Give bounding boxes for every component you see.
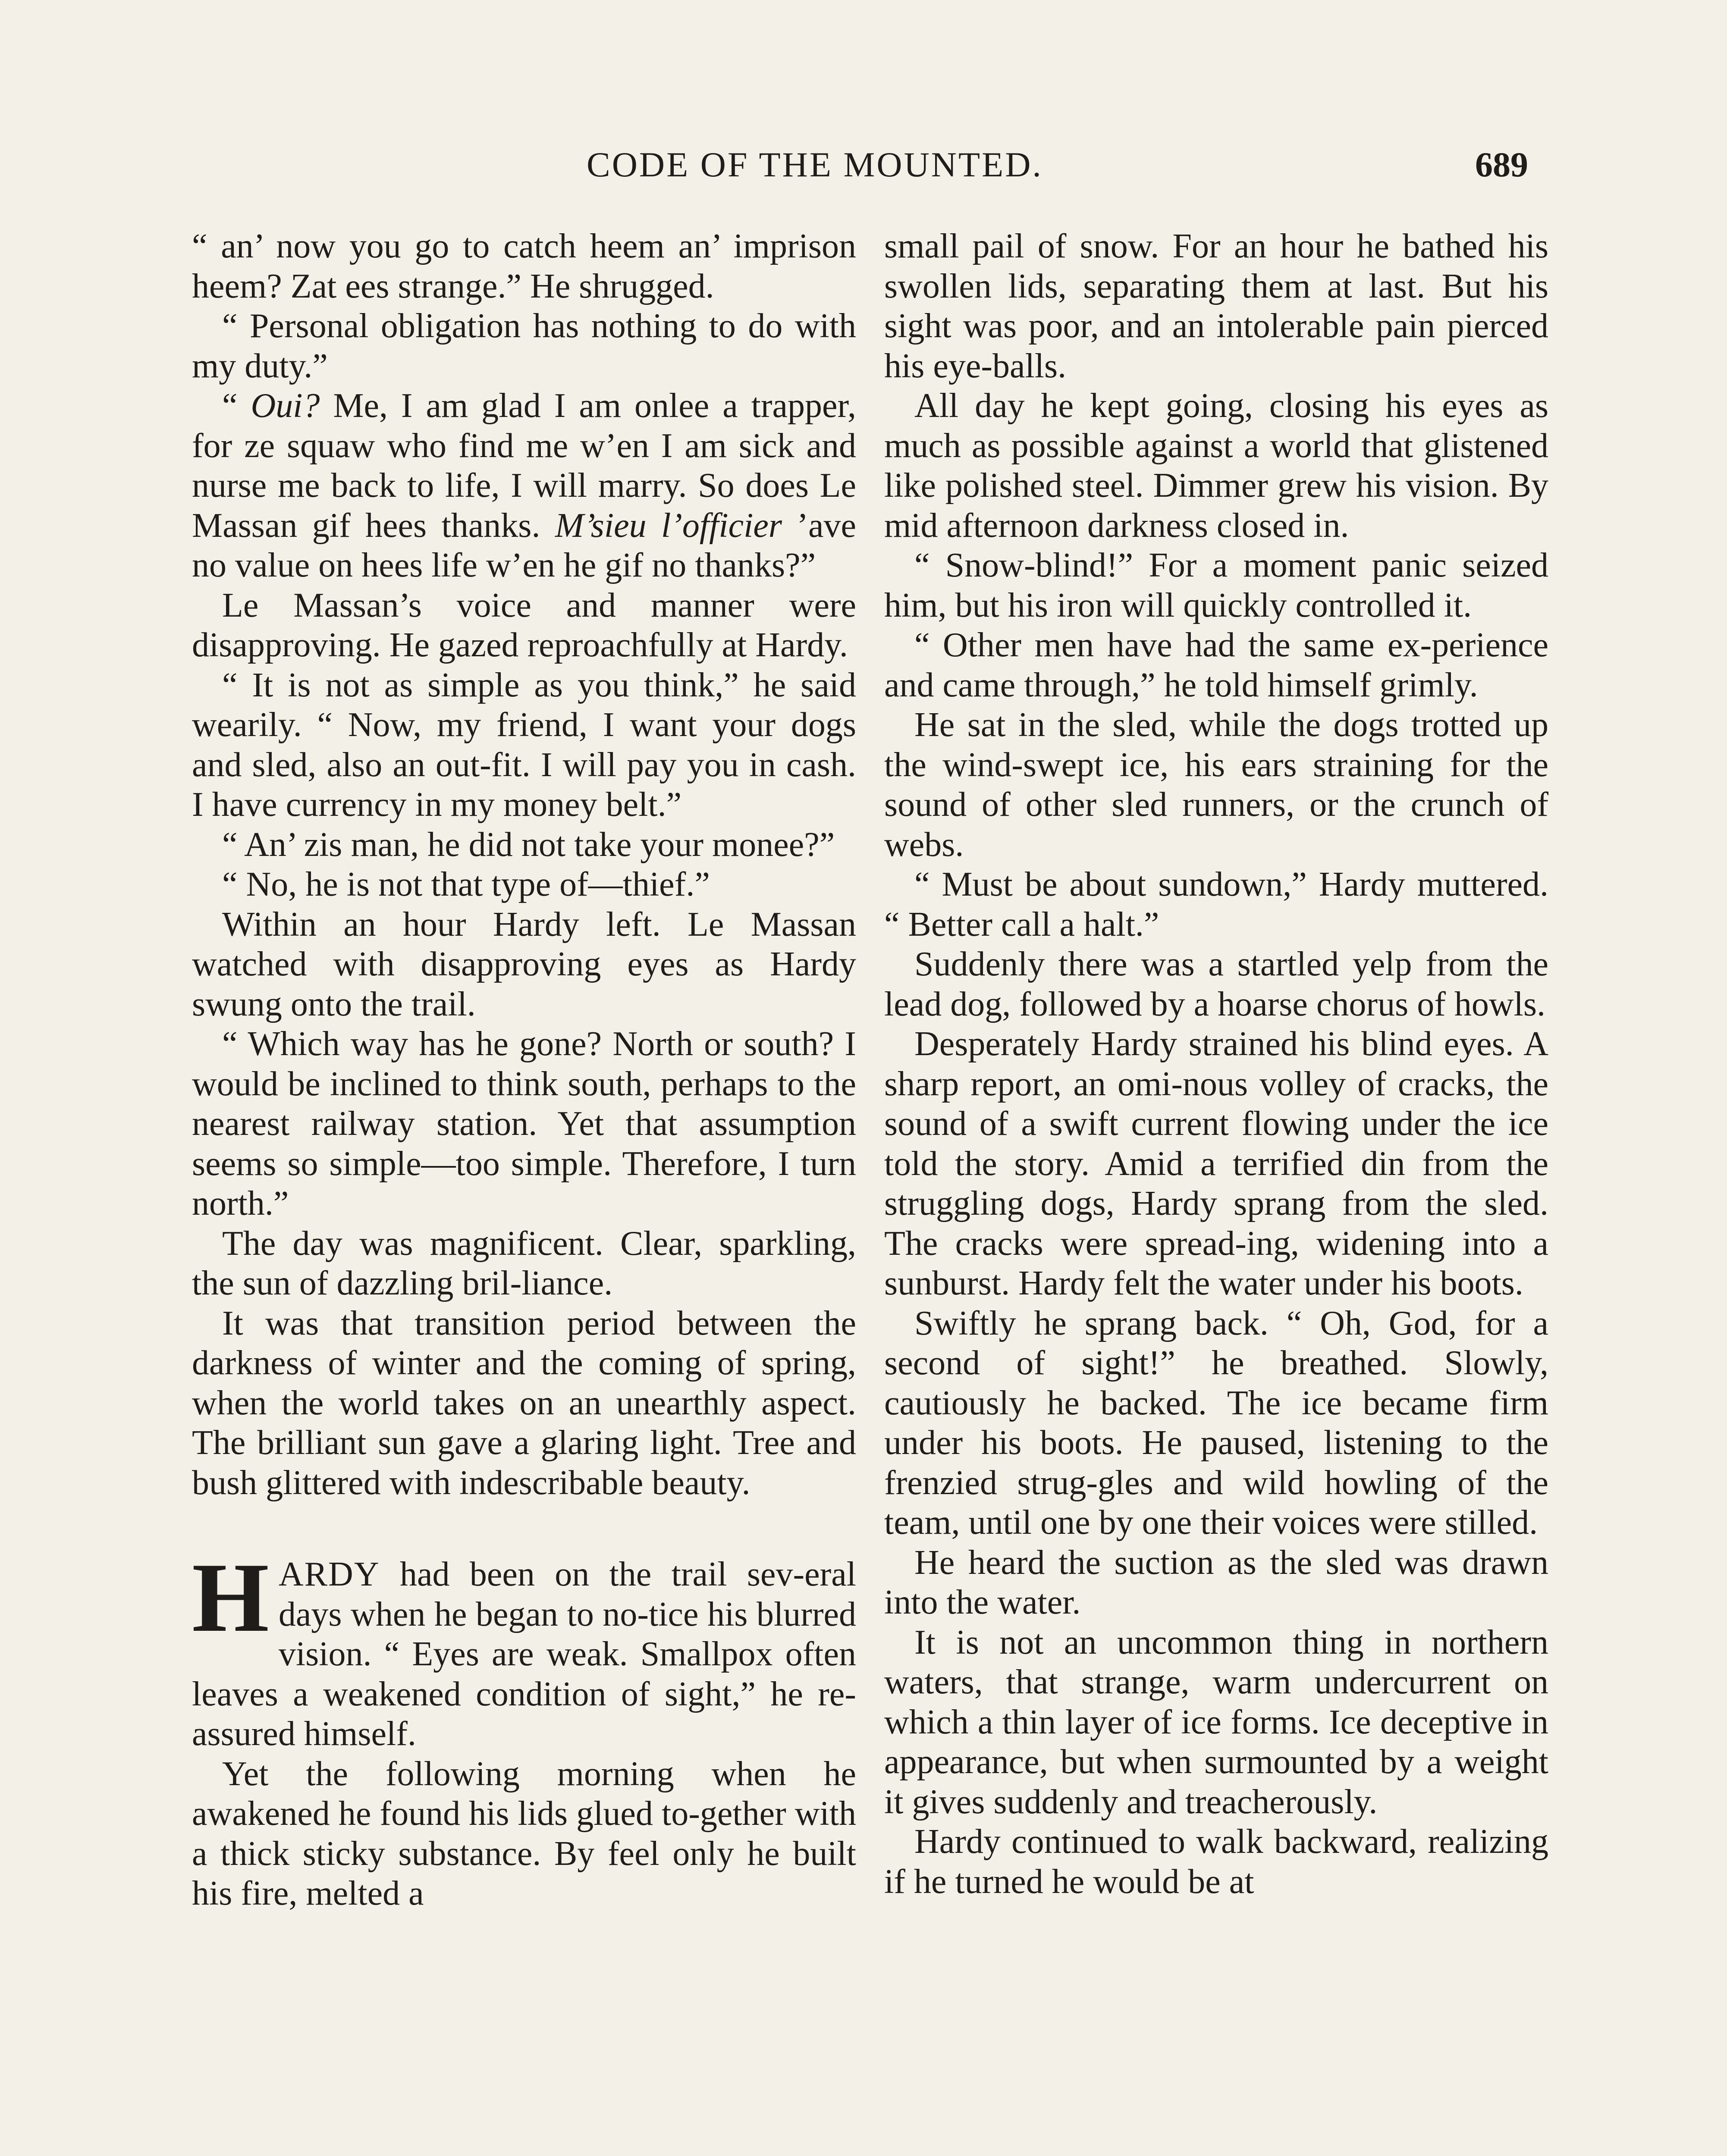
text-run: ’ave no value on hees life w’en he gif no thanks?”	[192, 506, 857, 584]
paragraph: Hardy continued to walk backward, realizing if he turned he would be at	[884, 1823, 1548, 1901]
section-opening-paragraph	[192, 1542, 856, 1754]
italic-phrase: M’sieu l’officier	[555, 506, 782, 545]
paragraph: Swiftly he sprang back. “ Oh, God, for a second of sight!” he breathed. Slowly, cautiously he backed. The ice became firm under his boots. He paused, listening to the frenzied strug-gles and wild howling of the team, until one by one their voices were stilled.	[884, 1304, 1548, 1542]
text-run: “	[222, 387, 251, 425]
paragraph: “ an’ now you go to catch heem an’ imprison heem? Zat ees strange.” He shrugged.	[192, 227, 856, 305]
paragraph: It was that transition period between the darkness of winter and the coming of spring, when the world takes on an unearthly aspect. The brilliant sun gave a glaring light. Tree and bush glittered with indescribable beauty.	[192, 1304, 856, 1502]
paragraph: Desperately Hardy strained his blind eyes. A sharp report, an omi-nous volley of cracks, the sound of a swift current flowing under the ice told the story. Amid a terrified din from the struggling dogs, Hardy sprang from the sled. The cracks were spread-ing, widening into a sunburst. Hardy felt the water under his boots.	[884, 1025, 1548, 1302]
paragraph: small pail of snow. For an hour he bathed his swollen lids, separating them at last. But his sight was poor, and an intolerable pain pierced his eye-balls.	[884, 227, 1548, 385]
paragraph: Suddenly there was a startled yelp from the lead dog, followed by a hoarse chorus of howls.	[884, 945, 1548, 1023]
running-title: CODE OF THE MOUNTED.	[587, 145, 1043, 184]
paragraph: Within an hour Hardy left. Le Massan watched with disapproving eyes as Hardy swung onto the trail.	[192, 905, 856, 1023]
paragraph: “ It is not as simple as you think,” he said wearily. “ Now, my friend, I want your dogs and sled, also an out-fit. I will pay you in cash. I have currency in my money belt.”	[192, 666, 856, 824]
text-run: Me, I am glad I am onlee a trapper, for ze squaw who find me w’en I am sick and nurse me back to life, I will marry. So does Le Massan gif hees thanks.	[192, 387, 856, 545]
paragraph: He heard the suction as the sled was drawn into the water.	[884, 1543, 1548, 1621]
right-column	[884, 226, 1548, 1902]
paragraph: The day was magnificent. Clear, sparkling, the sun of dazzling bril-liance.	[192, 1224, 856, 1302]
paragraph: Yet the following morning when he awakened he found his lids glued to-gether with a thick sticky substance. By feel only he built his fire, melted a	[192, 1755, 856, 1912]
paragraph: It is not an uncommon thing in northern waters, that strange, warm undercurrent on which a thin layer of ice forms. Ice deceptive in appearance, but when surmounted by a weight it gives suddenly and treacherously.	[884, 1623, 1548, 1821]
italic-phrase: Oui?	[251, 387, 320, 425]
page-number: 689	[1475, 145, 1528, 184]
paragraph: “ No, he is not that type of—thief.”	[222, 865, 710, 903]
text-run: had been on the trail sev-eral days when he began to no-tice his blurred vision. “ Eyes are weak. Smallpox often leaves a weakened condition of sight,” he re-assured himself.	[192, 1555, 856, 1753]
paragraph	[192, 386, 856, 586]
paragraph: All day he kept going, closing his eyes as much as possible against a world that glistened like polished steel. Dimmer grew his vision. By mid afternoon darkness closed in.	[884, 387, 1548, 545]
paragraph: He sat in the sled, while the dogs trotted up the wind-swept ice, his ears straining for the sound of other sled runners, or the crunch of webs.	[884, 706, 1548, 864]
paragraph: “ Must be about sundown,” Hardy muttered. “ Better call a halt.”	[884, 865, 1548, 943]
paragraph: Le Massan’s voice and manner were disapproving. He gazed reproachfully at Hardy.	[192, 586, 856, 664]
left-column	[192, 226, 856, 1914]
drop-cap: H	[192, 1542, 269, 1652]
paragraph: “ An’ zis man, he did not take your monee?”	[222, 825, 835, 864]
paragraph: “ Personal obligation has nothing to do with my duty.”	[192, 307, 856, 385]
lead-word: ARDY	[278, 1555, 380, 1593]
paragraph: “ Snow-blind!” For a moment panic seized him, but his iron will quickly controlled it.	[884, 546, 1548, 624]
paragraph: “ Which way has he gone? North or south? I would be inclined to think south, perhaps to the nearest railway station. Yet that assumption seems so simple—too simple. Therefore, I turn north.”	[192, 1025, 856, 1222]
paragraph: “ Other men have had the same ex-perience and came through,” he told himself grimly.	[884, 626, 1548, 704]
